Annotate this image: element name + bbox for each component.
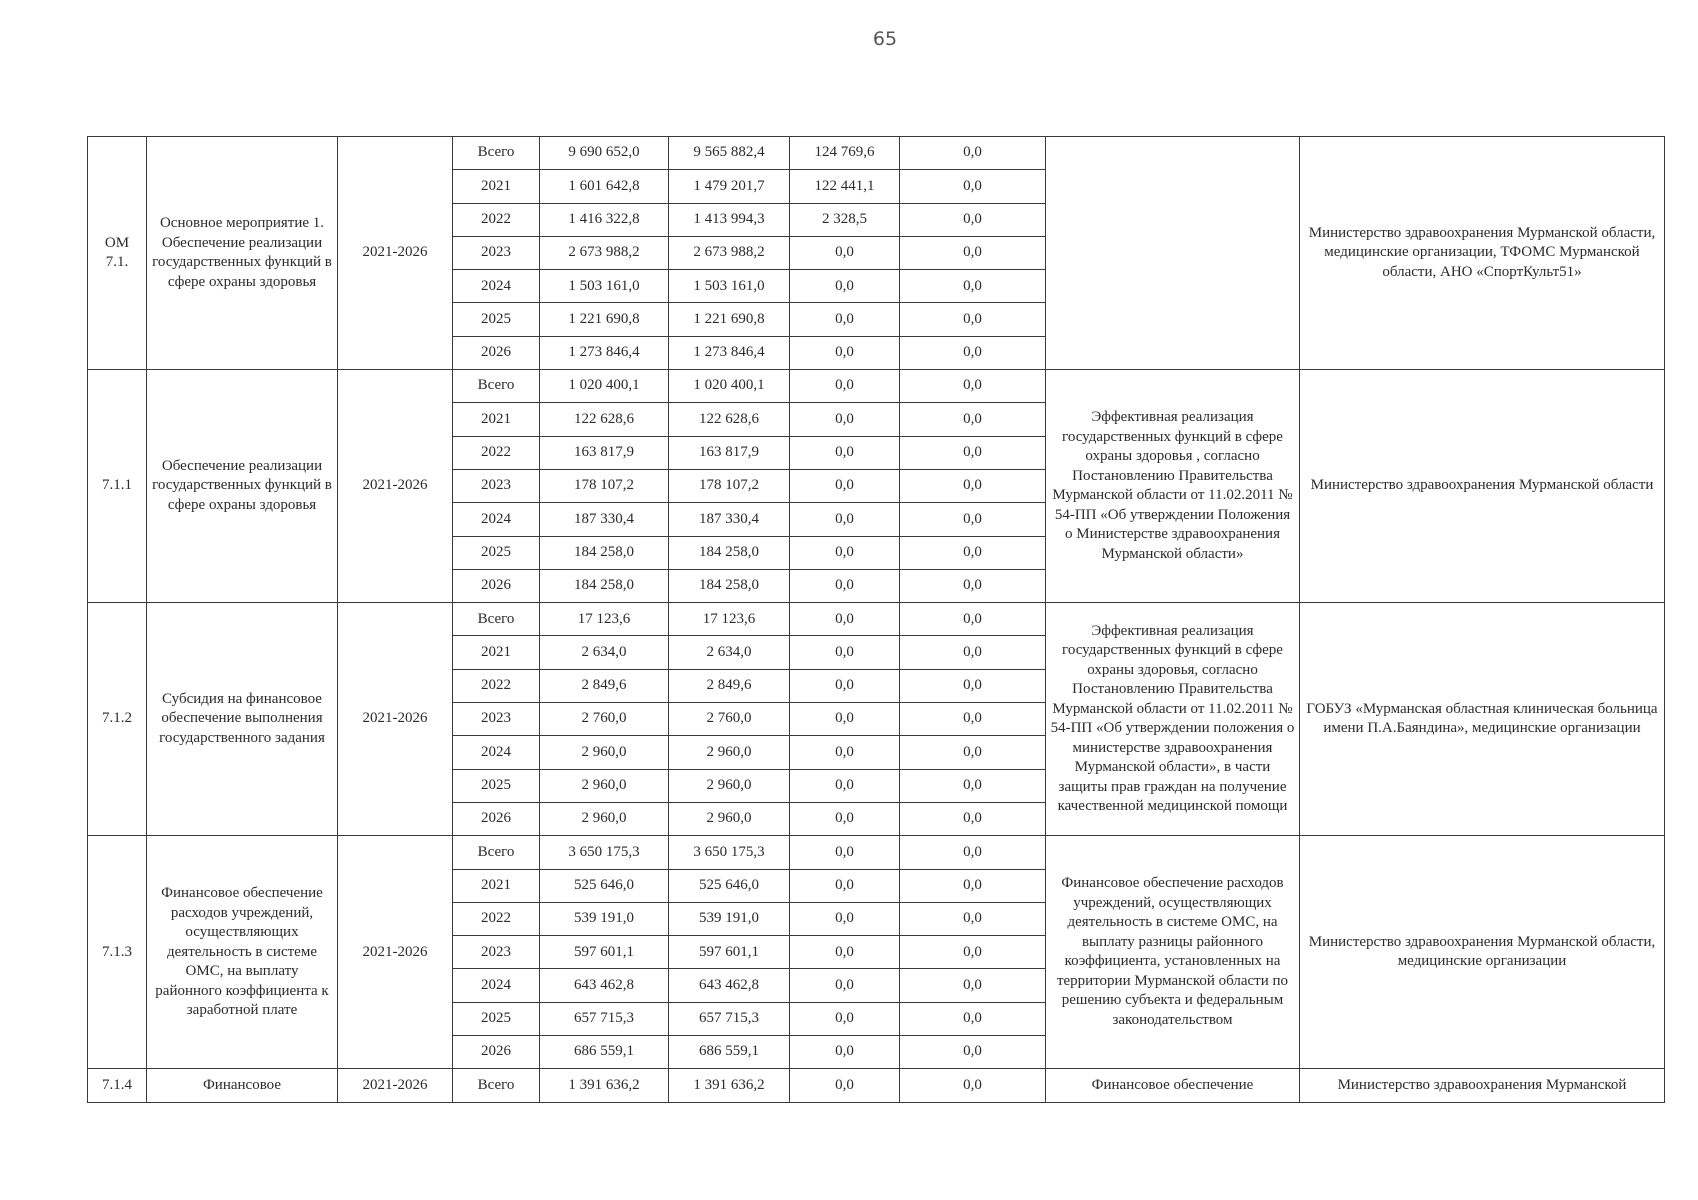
other-sources-cell: 0,0 [900,536,1046,569]
activity-name: Финансовое [147,1069,338,1103]
year-cell: 2022 [453,436,540,469]
other-sources-cell: 0,0 [900,503,1046,536]
year-cell: Всего [453,370,540,403]
regional-budget-cell: 2 760,0 [669,703,790,736]
total-funding-cell: 1 020 400,1 [540,370,669,403]
executor: ГОБУЗ «Мурманская областная клиническая больница имени П.А.Баяндина», медицинские организации [1300,603,1665,836]
total-funding-cell: 2 673 988,2 [540,236,669,269]
total-funding-cell: 178 107,2 [540,469,669,502]
total-funding-cell: 17 123,6 [540,603,669,636]
other-sources-cell: 0,0 [900,203,1046,236]
expected-result: Финансовое обеспечение [1046,1069,1300,1103]
federal-budget-cell: 0,0 [790,802,900,835]
other-sources-cell: 0,0 [900,270,1046,303]
regional-budget-cell: 2 673 988,2 [669,236,790,269]
federal-budget-cell: 0,0 [790,936,900,969]
total-funding-cell: 2 760,0 [540,703,669,736]
other-sources-cell: 0,0 [900,603,1046,636]
federal-budget-cell: 0,0 [790,1036,900,1069]
regional-budget-cell: 2 960,0 [669,769,790,802]
federal-budget-cell: 0,0 [790,403,900,436]
federal-budget-cell: 0,0 [790,536,900,569]
regional-budget-cell: 2 960,0 [669,736,790,769]
total-funding-cell: 525 646,0 [540,869,669,902]
regional-budget-cell: 597 601,1 [669,936,790,969]
year-cell: 2024 [453,969,540,1002]
total-funding-cell: 2 849,6 [540,669,669,702]
other-sources-cell: 0,0 [900,736,1046,769]
federal-budget-cell: 0,0 [790,902,900,935]
year-cell: 2024 [453,736,540,769]
other-sources-cell: 0,0 [900,1036,1046,1069]
other-sources-cell: 0,0 [900,936,1046,969]
table-row [88,1069,1665,1103]
other-sources-cell: 0,0 [900,403,1046,436]
regional-budget-cell: 539 191,0 [669,902,790,935]
other-sources-cell: 0,0 [900,902,1046,935]
federal-budget-cell: 0,0 [790,469,900,502]
regional-budget-cell: 2 634,0 [669,636,790,669]
total-funding-cell: 657 715,3 [540,1002,669,1035]
year-cell: 2025 [453,1002,540,1035]
year-cell: 2026 [453,802,540,835]
other-sources-cell: 0,0 [900,303,1046,336]
year-cell: Всего [453,137,540,170]
regional-budget-cell: 2 849,6 [669,669,790,702]
federal-budget-cell: 0,0 [790,736,900,769]
total-funding-cell: 2 960,0 [540,802,669,835]
total-funding-cell: 2 960,0 [540,769,669,802]
federal-budget-cell: 0,0 [790,1002,900,1035]
regional-budget-cell: 184 258,0 [669,536,790,569]
regional-budget-cell: 643 462,8 [669,969,790,1002]
federal-budget-cell: 0,0 [790,969,900,1002]
federal-budget-cell: 0,0 [790,503,900,536]
activity-code: 7.1.4 [88,1069,147,1103]
activity-period: 2021-2026 [338,370,453,603]
activity-code: 7.1.3 [88,836,147,1069]
other-sources-cell: 0,0 [900,469,1046,502]
regional-budget-cell: 1 391 636,2 [669,1069,790,1103]
other-sources-cell: 0,0 [900,236,1046,269]
total-funding-cell: 1 273 846,4 [540,336,669,369]
regional-budget-cell: 187 330,4 [669,503,790,536]
regional-budget-cell: 525 646,0 [669,869,790,902]
total-funding-cell: 3 650 175,3 [540,836,669,869]
regional-budget-cell: 1 479 201,7 [669,170,790,203]
federal-budget-cell: 0,0 [790,270,900,303]
federal-budget-cell: 0,0 [790,436,900,469]
other-sources-cell: 0,0 [900,802,1046,835]
federal-budget-cell: 0,0 [790,869,900,902]
table-row [88,603,1665,636]
total-funding-cell: 2 634,0 [540,636,669,669]
year-cell: 2025 [453,536,540,569]
activity-period: 2021-2026 [338,836,453,1069]
page-number: 65 [872,28,898,50]
total-funding-cell: 539 191,0 [540,902,669,935]
activity-name: Основное мероприятие 1. Обеспечение реализации государственных функций в сфере охраны здоровья [147,137,338,370]
executor: Министерство здравоохранения Мурманской области [1300,370,1665,603]
regional-budget-cell: 1 273 846,4 [669,336,790,369]
regional-budget-cell: 1 503 161,0 [669,270,790,303]
other-sources-cell: 0,0 [900,769,1046,802]
other-sources-cell: 0,0 [900,170,1046,203]
total-funding-cell: 686 559,1 [540,1036,669,1069]
federal-budget-cell: 0,0 [790,1069,900,1103]
other-sources-cell: 0,0 [900,569,1046,602]
federal-budget-cell: 0,0 [790,370,900,403]
year-cell: 2026 [453,336,540,369]
other-sources-cell: 0,0 [900,969,1046,1002]
other-sources-cell: 0,0 [900,669,1046,702]
other-sources-cell: 0,0 [900,703,1046,736]
federal-budget-cell: 0,0 [790,303,900,336]
federal-budget-cell: 0,0 [790,669,900,702]
executor: Министерство здравоохранения Мурманской области, медицинские организации, ТФОМС Мурманской области, АНО «СпортКульт51» [1300,137,1665,370]
federal-budget-cell: 0,0 [790,769,900,802]
regional-budget-cell: 686 559,1 [669,1036,790,1069]
expected-result: Финансовое обеспечение расходов учреждений, осуществляющих деятельность в системе ОМС, на выплату разницы районного коэффициента, установленных на территории Мурманской области по решению субъекта и федеральным законодательством [1046,836,1300,1069]
other-sources-cell: 0,0 [900,370,1046,403]
year-cell: 2024 [453,270,540,303]
table-row [88,370,1665,403]
federal-budget-cell: 0,0 [790,836,900,869]
federal-budget-cell: 124 769,6 [790,137,900,170]
table-row [88,836,1665,869]
regional-budget-cell: 184 258,0 [669,569,790,602]
year-cell: 2021 [453,869,540,902]
total-funding-cell: 184 258,0 [540,569,669,602]
activity-code: 7.1.2 [88,603,147,836]
expected-result: Эффективная реализация государственных функций в сфере охраны здоровья, согласно Постановлению Правительства Мурманской области от 11.02.2011 № 54-ПП «Об утверждении положения о министерстве здравоохранения Мурманской области», в части защиты прав граждан на получение качественной медицинской помощи [1046,603,1300,836]
total-funding-cell: 1 221 690,8 [540,303,669,336]
year-cell: 2022 [453,669,540,702]
other-sources-cell: 0,0 [900,1069,1046,1103]
activity-code: ОМ 7.1. [88,137,147,370]
expected-result [1046,137,1300,370]
year-cell: 2023 [453,703,540,736]
regional-budget-cell: 2 960,0 [669,802,790,835]
federal-budget-cell: 2 328,5 [790,203,900,236]
total-funding-cell: 1 503 161,0 [540,270,669,303]
year-cell: 2025 [453,769,540,802]
other-sources-cell: 0,0 [900,836,1046,869]
year-cell: 2021 [453,403,540,436]
total-funding-cell: 184 258,0 [540,536,669,569]
year-cell: 2023 [453,936,540,969]
expected-result: Эффективная реализация государственных функций в сфере охраны здоровья , согласно Постановлению Правительства Мурманской области от 11.02.2011 № 54-ПП «Об утверждении Положения о Министерстве здравоохранения Мурманской области» [1046,370,1300,603]
federal-budget-cell: 0,0 [790,569,900,602]
other-sources-cell: 0,0 [900,436,1046,469]
executor: Министерство здравоохранения Мурманской области, медицинские организации [1300,836,1665,1069]
year-cell: Всего [453,836,540,869]
regional-budget-cell: 1 020 400,1 [669,370,790,403]
regional-budget-cell: 122 628,6 [669,403,790,436]
regional-budget-cell: 17 123,6 [669,603,790,636]
total-funding-cell: 1 601 642,8 [540,170,669,203]
activity-name: Обеспечение реализации государственных функций в сфере охраны здоровья [147,370,338,603]
executor: Министерство здравоохранения Мурманской [1300,1069,1665,1103]
total-funding-cell: 163 817,9 [540,436,669,469]
regional-budget-cell: 657 715,3 [669,1002,790,1035]
other-sources-cell: 0,0 [900,137,1046,170]
federal-budget-cell: 0,0 [790,603,900,636]
year-cell: 2022 [453,902,540,935]
federal-budget-cell: 0,0 [790,636,900,669]
year-cell: 2026 [453,569,540,602]
activity-code: 7.1.1 [88,370,147,603]
activity-name: Финансовое обеспечение расходов учреждений, осуществляющих деятельность в системе ОМС, на выплату районного коэффициента к заработной плате [147,836,338,1069]
federal-budget-cell: 0,0 [790,703,900,736]
year-cell: 2023 [453,469,540,502]
table-row [88,137,1665,170]
other-sources-cell: 0,0 [900,336,1046,369]
year-cell: 2021 [453,170,540,203]
regional-budget-cell: 163 817,9 [669,436,790,469]
regional-budget-cell: 3 650 175,3 [669,836,790,869]
year-cell: 2025 [453,303,540,336]
year-cell: 2024 [453,503,540,536]
activity-period: 2021-2026 [338,137,453,370]
activity-name: Субсидия на финансовое обеспечение выполнения государственного задания [147,603,338,836]
year-cell: Всего [453,603,540,636]
total-funding-cell: 122 628,6 [540,403,669,436]
year-cell: 2022 [453,203,540,236]
total-funding-cell: 187 330,4 [540,503,669,536]
federal-budget-cell: 122 441,1 [790,170,900,203]
year-cell: 2023 [453,236,540,269]
activity-period: 2021-2026 [338,1069,453,1103]
regional-budget-cell: 1 221 690,8 [669,303,790,336]
other-sources-cell: 0,0 [900,636,1046,669]
activity-period: 2021-2026 [338,603,453,836]
regional-budget-cell: 178 107,2 [669,469,790,502]
year-cell: 2021 [453,636,540,669]
year-cell: Всего [453,1069,540,1103]
total-funding-cell: 1 416 322,8 [540,203,669,236]
total-funding-cell: 643 462,8 [540,969,669,1002]
total-funding-cell: 9 690 652,0 [540,137,669,170]
other-sources-cell: 0,0 [900,869,1046,902]
federal-budget-cell: 0,0 [790,336,900,369]
total-funding-cell: 597 601,1 [540,936,669,969]
federal-budget-cell: 0,0 [790,236,900,269]
other-sources-cell: 0,0 [900,1002,1046,1035]
year-cell: 2026 [453,1036,540,1069]
regional-budget-cell: 1 413 994,3 [669,203,790,236]
total-funding-cell: 1 391 636,2 [540,1069,669,1103]
program-activities-table [87,136,1665,1103]
regional-budget-cell: 9 565 882,4 [669,137,790,170]
total-funding-cell: 2 960,0 [540,736,669,769]
